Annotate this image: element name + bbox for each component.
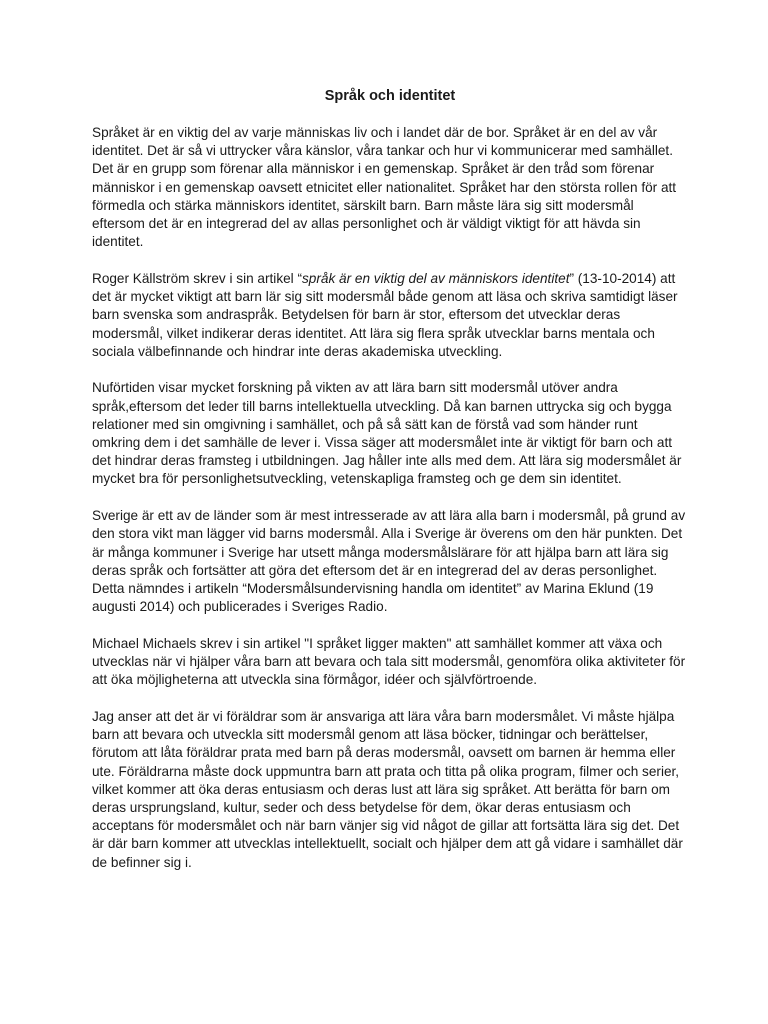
paragraph-2-body: ” (13-10-2014) att det är mycket viktigt att barn lär sig sitt modersmål både genom att läsa och skriva samtidigt läser barn svenska som andraspråk. Betydelsen för barn är stor, eftersom det utvecklar deras modersmål, vilket indikerar deras identitet. Att lära sig flera språk utvecklar barns mentala och sociala välbefinnande och hindrar inte deras akademiska utveckling. xyxy=(92,270,678,359)
paragraph-2-lead: Roger Källström skrev i sin artikel “ xyxy=(92,270,302,286)
paragraph-5: Michael Michaels skrev i sin artikel "I språket ligger makten" att samhället kommer att växa och utvecklas när vi hjälper våra barn att bevara och tala sitt modersmål, genomföra olika aktiviteter för att öka möjligheterna att utveckla sina förmågor, idéer och självförtroende. xyxy=(92,635,686,688)
paragraph-1: Språket är en viktig del av varje människas liv och i landet där de bor. Språket är en del av vår identitet. Det är så vi uttrycker våra känslor, våra tankar och hur vi kommunicerar med samhället. Det är en grupp som förenar alla människor i en gemenskap. Språket är den tråd som förenar människor i en gemenskap oavsett etnicitet eller nationalitet. Språket har den största rollen för att förmedla och stärka människors identitet, särskilt barn. Barn måste lära sig sitt modersmål eftersom det är en integrerad del av allas personlighet och är väldigt viktigt för att hävda sin identitet. xyxy=(92,125,677,250)
paragraph-3: Nuförtiden visar mycket forskning på vikten av att lära barn sitt modersmål utöver andra språk,eftersom det leder till barns intellektuella utveckling. Då kan barnen uttrycka sig och bygga relationer med sin omgivning i samhället, och på så sätt kan de förstå vad som händer runt omkring dem i det samhälle de lever i. Vissa säger att modersmålet inte är viktigt för barn och att det hindrar deras framsteg i utbildningen. Jag håller inte alls med dem. Att lära sig modersmålet är mycket bra för personlighetsutveckling, vetenskapliga framsteg och ge dem sin identitet. xyxy=(92,380,682,487)
paragraph-2 xyxy=(92,270,688,361)
paragraph-6: Jag anser att det är vi föräldrar som är ansvariga att lära våra barn modersmålet. Vi måste hjälpa barn att bevara och utveckla sitt modersmål genom att läsa böcker, tidningar och berättelser, förutom att låta föräldrar prata med barn på deras modersmål, oavsett om barnen är hemma eller ute. Föräldrarna måste dock uppmuntra barn att prata och titta på olika program, filmer och serier, vilket kommer att öka deras entusiasm och deras lust att lära sig språket. Att berätta för barn om deras ursprungsland, kultur, seder och dess betydelse för dem, ökar deras entusiasm och acceptans för modersmålet och när barn vänjer sig vid något de gillar att fortsätta lära sig det. Det är där barn kommer att utvecklas intellektuellt, socialt och hjälper dem att gå vidare i samhället där de befinner sig i. xyxy=(92,708,683,870)
paragraph-4: Sverige är ett av de länder som är mest intresserade av att lära alla barn i modersmål, på grund av den stora vikt man lägger vid barns modersmål. Alla i Sverige är överens om den här punkten. Det är många kommuner i Sverige har utsett många modersmålslärare för att hjälpa barn att lära sig deras språk och fortsätter att göra det eftersom det är en integrerad del av deras personlighet. Detta nämndes i artikeln “Modersmålsundervisning handla om identitet” av Marina Eklund (19 augusti 2014) och publicerades i Sveriges Radio. xyxy=(92,508,686,615)
article-title-italic: språk är en viktig del av människors identitet xyxy=(302,270,570,286)
document-title: Språk och identitet xyxy=(324,88,456,104)
